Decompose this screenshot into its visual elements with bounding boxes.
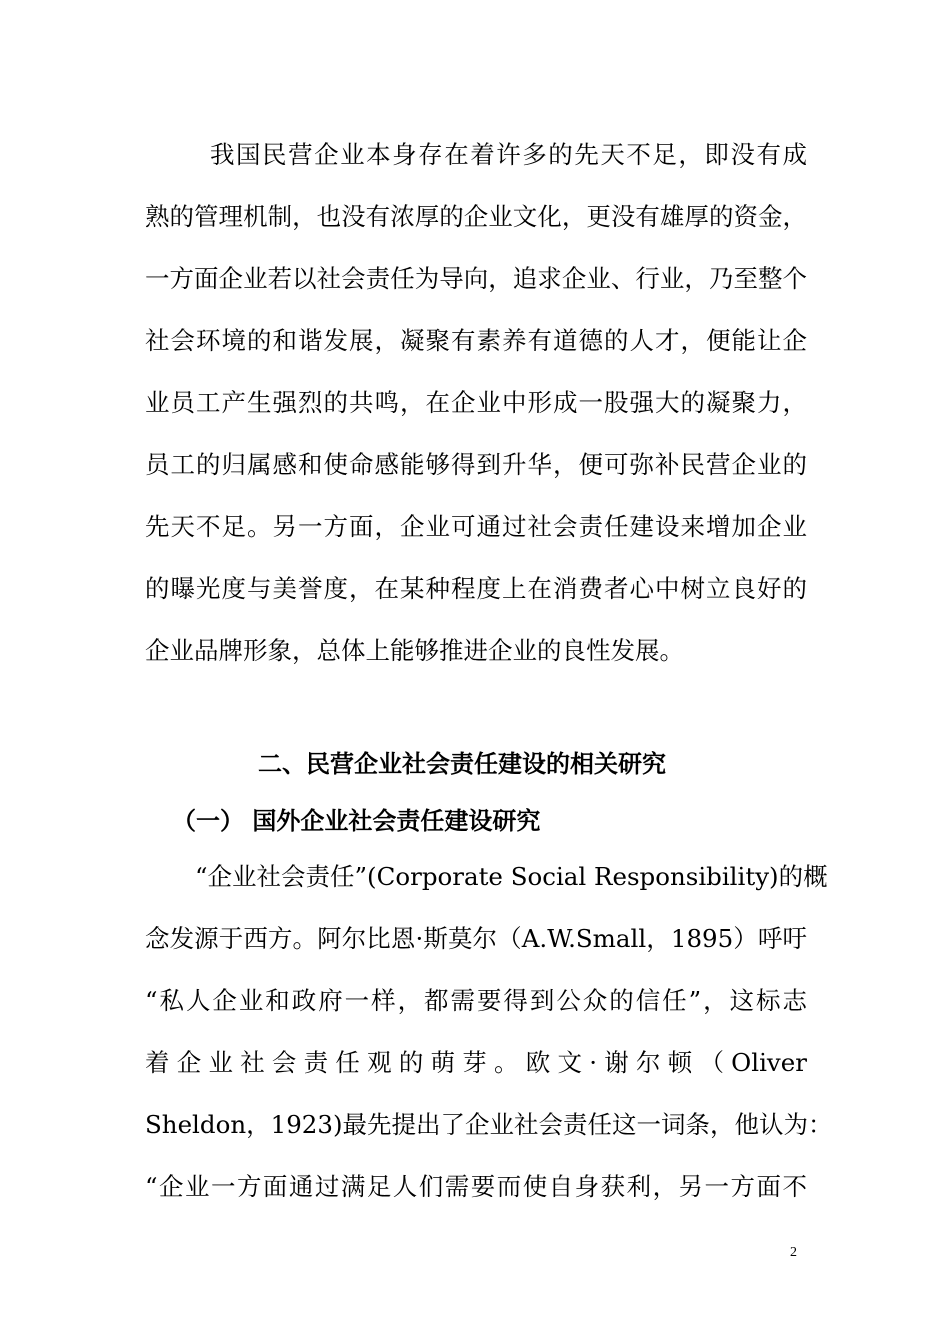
page-number: 2 [790, 1245, 797, 1260]
text-line: 的曝光度与美誉度，在某种程度上在消费者心中树立良好的 [145, 574, 807, 603]
text-line: 一方面企业若以社会责任为导向，追求企业、行业，乃至整个 [145, 264, 807, 293]
text-line: “企业社会责任”(Corporate Social Responsibility)的概 [195, 862, 828, 891]
subsection-heading: （一） 国外企业社会责任建设研究 [172, 807, 541, 835]
text-line: 着企业社会责任观的萌芽。欧文·谢尔顿（Oliver [145, 1048, 807, 1077]
section-heading: 二、民营企业社会责任建设的相关研究 [258, 750, 666, 778]
text-line: “私人企业和政府一样，都需要得到公众的信任”，这标志 [145, 986, 807, 1015]
text-line: 先天不足。另一方面，企业可通过社会责任建设来增加企业 [145, 512, 807, 541]
text-line: 员工的归属感和使命感能够得到升华，便可弥补民营企业的 [145, 450, 807, 479]
text-line: 熟的管理机制，也没有浓厚的企业文化，更没有雄厚的资金， [145, 202, 807, 231]
text-line: “企业一方面通过满足人们需要而使自身获利，另一方面不 [145, 1172, 807, 1201]
text-line: 业员工产生强烈的共鸣，在企业中形成一股强大的凝聚力， [145, 388, 807, 417]
text-line: 念发源于西方。阿尔比恩·斯莫尔（A.W.Small，1895）呼吁 [145, 924, 807, 953]
text-line: 企业品牌形象，总体上能够推进企业的良性发展。 [145, 636, 684, 665]
text-line: Sheldon，1923)最先提出了企业社会责任这一词条，他认为： [145, 1110, 833, 1139]
text-line: 社会环境的和谐发展，凝聚有素养有道德的人才，便能让企 [145, 326, 807, 355]
text-line: 我国民营企业本身存在着许多的先天不足，即没有成 [210, 140, 807, 169]
